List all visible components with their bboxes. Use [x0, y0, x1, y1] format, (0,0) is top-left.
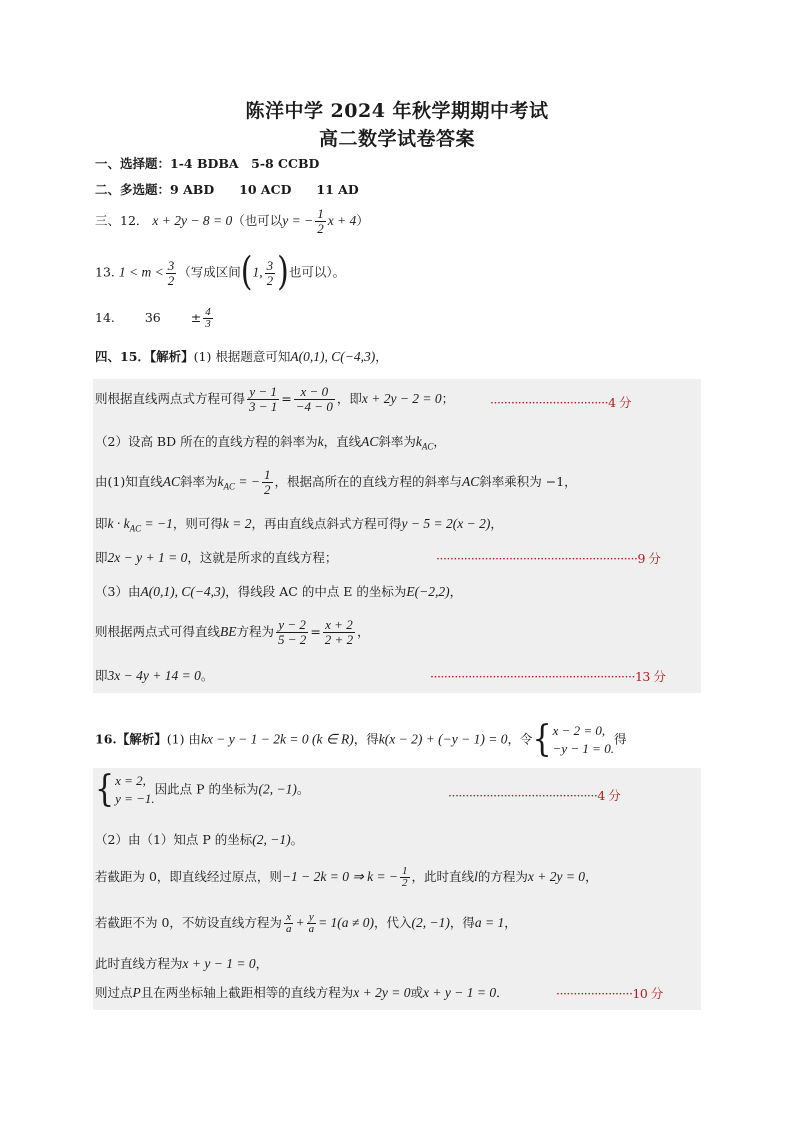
q12-alt-close: ）	[356, 213, 369, 228]
q16-l6-math: x + y − 1 = 0	[182, 956, 256, 971]
q15-l7-frac2-den: 2 + 2	[324, 632, 354, 647]
q15-l4-pre: 即	[95, 516, 108, 531]
q15-l3-pre: 由(1)知直线	[95, 474, 163, 489]
q16-l4-end: ，	[585, 869, 598, 884]
q13-interval-num: 3	[266, 257, 274, 273]
q16-l5-frac2-num: y	[308, 911, 314, 923]
q16-l5-frac1-num: x	[286, 911, 292, 923]
q16-l4-pre: 若截距为 0，即直线经过原点，则	[95, 869, 282, 884]
q16-l5-plus: +	[295, 915, 305, 930]
q15-l2-text: （2）设高 BD 所在的直线方程的斜率为	[95, 434, 318, 449]
q16-l1-math2: k(x − 2) + (−y − 1) = 0	[378, 731, 508, 747]
part1-label: 一、选择题：	[95, 156, 171, 171]
page-title-line1: 陈洋中学 2024 年秋学期期中考试	[245, 100, 549, 122]
q15-l7-eq: =	[310, 624, 321, 639]
q16-line1	[95, 718, 627, 761]
q16-l1-mid: ，得	[353, 731, 379, 747]
q14-frac-den: 3	[205, 318, 211, 330]
q16-l7-score-leader	[556, 984, 663, 1002]
q15-l8-math: 3x − 4y + 14 = 0	[107, 668, 201, 683]
q15-l7-frac2	[323, 618, 355, 647]
q14-pm: ±	[190, 310, 202, 325]
q15-l6-math: A(0,1), C(−4,3)	[140, 584, 226, 599]
q15-l8-score-leader	[430, 667, 665, 685]
q15-l4-end: ，	[490, 516, 503, 531]
q16-l2-score-leader	[448, 786, 620, 804]
q15-l7-mid: 方程为	[236, 624, 275, 639]
q15-line6	[95, 582, 462, 600]
q15-l1-score-leader	[490, 393, 631, 411]
q15-l1-pre: 则根据直线两点式方程可得	[95, 391, 246, 406]
q16-l5-mid: ，代入	[373, 915, 412, 930]
q16-label: 16.【解析】	[95, 731, 167, 747]
q16-sys2	[115, 772, 155, 808]
q15-l3-frac	[262, 468, 273, 497]
q15-l1-end: ；	[441, 391, 455, 406]
q15-l7-be: BE	[220, 624, 237, 639]
q15-line3	[95, 468, 577, 497]
q15-l1-frac1	[247, 385, 279, 414]
q15-intro-math: A(0,1), C(−4,3)	[290, 349, 376, 364]
q16-l1-end: 得	[613, 731, 627, 747]
q16-l5-pre: 若截距不为 0，不妨设直线方程为	[95, 915, 282, 930]
q14-frac-num: 4	[205, 306, 211, 318]
q16-l1-mid2: ，令	[507, 731, 533, 747]
q15-l1-frac1-den: 3 − 1	[249, 399, 278, 414]
q15-l5-score: 9 分	[637, 551, 661, 566]
q15-l8-dots: ···························································	[430, 669, 635, 684]
q15-l1-frac2-den: −4 − 0	[295, 399, 333, 414]
q16-l7-dots: ······················	[556, 986, 633, 1001]
q16-l5-math2: a = 1	[474, 915, 505, 930]
q15-l4-k: k = 2	[222, 516, 252, 531]
q15-l6-math2: E(−2,2)	[406, 584, 450, 599]
q16-l4-mid2: 的方程为	[477, 869, 528, 884]
q15-l1-dots: ··································	[490, 395, 609, 410]
q16-line4	[95, 866, 598, 889]
q15-l4-post: ，再由直线点斜式方程可得	[251, 516, 402, 531]
q16-sys1	[553, 722, 614, 758]
q13-line	[95, 249, 346, 296]
q15-l8-score: 13 分	[634, 669, 666, 684]
q15-line1	[95, 385, 454, 414]
q16-l2-score: 4 分	[597, 788, 621, 803]
q15-l6-mid: ，得线段 AC 的中点 E 的坐标为	[225, 584, 407, 599]
q16-l5-eq: = 1(a ≠ 0)	[318, 915, 374, 930]
q13-note-post: 也可以）。	[288, 264, 346, 280]
q15-l7-pre: 则根据两点式可得直线	[95, 624, 221, 639]
q16-l3-end: 。	[290, 832, 304, 847]
q15-l2-kac: k	[415, 434, 422, 449]
part2-label: 二、多选题：	[95, 182, 171, 197]
q16-l4-math2: x + 2y = 0	[527, 869, 586, 884]
q16-l3-math: (2, −1)	[252, 832, 291, 847]
q13-left-paren: (	[240, 249, 253, 296]
q15-l7-frac1-num: y − 2	[278, 617, 306, 632]
q15-l7-end: ，	[357, 624, 370, 639]
q16-l2-math: (2, −1)	[258, 781, 297, 797]
q15-l7-frac2-num: x + 2	[325, 617, 353, 632]
q12-line	[95, 207, 369, 236]
q16-l6-end: ，	[255, 956, 269, 971]
q13-interval-den: 2	[266, 272, 274, 288]
q15-l2-ac: AC	[361, 434, 379, 449]
q15-l5-post: ，这就是所求的直线方程；	[187, 550, 338, 565]
q15-l1-score: 4 分	[608, 395, 632, 410]
q12-alt-post: x + 4	[327, 213, 357, 228]
q15-l2-mid2: 斜率为	[378, 434, 416, 449]
q15-l3-den: 2	[264, 482, 271, 497]
q13-interval-fraction	[265, 259, 276, 288]
q15-l3-eq: = −	[235, 474, 260, 489]
q16-l2-end: 。	[296, 781, 310, 797]
q13-interval-left: 1,	[252, 264, 263, 280]
q12-alt-y: y = −	[282, 213, 314, 228]
q14-line	[95, 307, 215, 330]
q14-fraction	[203, 307, 213, 330]
q15-l3-ac2: AC	[462, 474, 480, 489]
part2-line	[95, 180, 359, 198]
q13-fraction	[166, 259, 177, 288]
q15-l2-mid: ，直线	[323, 434, 362, 449]
q16-l7-mid: 且在两坐标轴上截距相等的直线方程为	[140, 985, 354, 1000]
q12-frac-num: 1	[317, 206, 324, 221]
q15-intro-end: ，	[375, 349, 388, 364]
q13-frac-den: 2	[167, 272, 175, 288]
q15-l1-mid: ，即	[336, 391, 362, 406]
q16-sys2-brace: {	[95, 768, 115, 811]
q16-l7-math: x + 2y = 0	[353, 985, 411, 1000]
q16-l4-l: l	[474, 869, 478, 884]
q12-fraction	[315, 207, 326, 236]
part1-answers: 1-4 BDBA 5-8 CCBD	[170, 156, 320, 171]
q15-line7	[95, 618, 370, 647]
part2-answers: 9 ABD 10 ACD 11 AD	[170, 182, 359, 197]
q12-equation: x + 2y − 8 = 0	[152, 213, 233, 228]
q15-line4	[95, 514, 503, 534]
q15-l4-eq: = −1	[141, 516, 173, 531]
q15-line8	[95, 666, 213, 684]
q16-sys2-b: y = −1.	[115, 791, 155, 806]
q15-l6-pre: （3）由	[95, 584, 141, 599]
q16-line6	[95, 954, 268, 972]
q15-l5-dots: ··························································	[436, 551, 638, 566]
q15-l2-sub: AC	[421, 441, 434, 452]
q12-frac-den: 2	[317, 221, 324, 236]
q16-line5	[95, 912, 517, 935]
q15-l5-math: 2x − y + 1 = 0	[107, 550, 188, 565]
q15-l8-pre: 即	[95, 668, 108, 683]
q13-note-pre: （写成区间	[178, 264, 241, 280]
q16-l1-math: kx − y − 1 − 2k = 0 (k ∈ R)	[200, 731, 354, 747]
q15-l2-k: k	[317, 434, 324, 449]
q16-sys1-brace: {	[532, 718, 552, 761]
q15-l4-mid: ，则可得	[172, 516, 223, 531]
q13-label: 13.	[95, 264, 115, 280]
q15-l3-num: 1	[264, 467, 271, 482]
q15-l4-math2: y − 5 = 2(x − 2)	[401, 516, 491, 531]
q15-l5-pre: 即	[95, 550, 108, 565]
q16-l4-math: −1 − 2k = 0 ⇒ k = −	[281, 869, 399, 884]
q16-line7	[95, 983, 509, 1001]
q15-l3-post: ，根据高所在的直线方程的斜率与	[274, 474, 463, 489]
q15-l7-frac1	[276, 618, 308, 647]
q15-l1-eq: =	[281, 391, 292, 406]
q16-l6-pre: 此时直线方程为	[95, 956, 183, 971]
q15-l7-frac1-den: 5 − 2	[278, 632, 307, 647]
q13-right-paren: )	[277, 249, 289, 296]
q14-label: 14.	[95, 310, 115, 325]
q16-l3-text: （2）由（1）知点 P 的坐标	[95, 832, 253, 847]
q13-inequality: 1 < m <	[118, 264, 164, 280]
q15-l3-sub: AC	[223, 481, 236, 492]
q13-frac-num: 3	[167, 257, 175, 273]
q16-l5-math: (2, −1)	[411, 915, 450, 930]
q15-l3-end: 斜率乘积为 −1，	[479, 474, 577, 489]
q14-answer1: 36	[144, 310, 161, 325]
q16-sys2-a: x = 2,	[115, 773, 146, 788]
q15-l4-sub: AC	[129, 523, 142, 534]
q16-l7-or: 或	[410, 985, 424, 1000]
q16-l5-frac1	[284, 912, 294, 935]
q15-l6-end: ，	[449, 584, 463, 599]
q15-l1-frac2	[294, 385, 335, 414]
q12-label: 三、12．	[95, 213, 149, 228]
q16-l4-den: 2	[402, 877, 408, 889]
q16-l1-pre: (1) 由	[166, 731, 201, 747]
q16-l4-mid: ，此时直线	[411, 869, 475, 884]
q15-l4-math: k · k	[107, 516, 130, 531]
q16-l5-frac1-den: a	[285, 923, 292, 935]
q15-intro-text: (1) 根据题意可知	[193, 349, 291, 364]
q15-l8-end: 。	[200, 668, 214, 683]
page-title-line2: 高二数学试卷答案	[318, 128, 475, 150]
q16-l7-p: P	[132, 985, 141, 1000]
q15-label: 四、15．【解析】	[95, 349, 194, 364]
q12-alt-pre: （也可以	[232, 213, 283, 228]
q16-l7-score: 10 分	[632, 986, 663, 1001]
q16-line3	[95, 830, 303, 848]
q16-sys1-b: −y − 1 = 0.	[552, 741, 614, 756]
q15-l2-end: ，	[433, 434, 446, 449]
q15-l1-frac1-num: y − 1	[249, 384, 277, 399]
q16-sys1-a: x − 2 = 0,	[552, 723, 606, 738]
q15-line2	[95, 432, 446, 452]
q15-l3-ac: AC	[162, 474, 180, 489]
q15-l1-math: x + 2y − 2 = 0	[361, 391, 442, 406]
q16-l5-frac2-den: a	[308, 923, 315, 935]
q16-l5-mid2: ，得	[449, 915, 475, 930]
q15-l1-frac2-num: x − 0	[300, 384, 329, 399]
q15-l3-mid: 斜率为	[179, 474, 218, 489]
q16-l2-text: 因此点 P 的坐标为	[154, 781, 259, 797]
q16-l7-pre: 则过点	[95, 985, 133, 1000]
q16-l2-dots: ···········································	[448, 788, 598, 803]
q16-l5-frac2	[307, 912, 317, 935]
q15-line5	[95, 548, 337, 566]
q16-l7-end: ．	[496, 985, 509, 1000]
part1-line	[95, 154, 319, 172]
q16-l7-math2: x + y − 1 = 0	[423, 985, 497, 1000]
q16-l4-num: 1	[402, 865, 408, 877]
q16-l5-end: ，	[504, 915, 517, 930]
q15-intro-line	[95, 347, 388, 365]
q15-l5-score-leader	[436, 549, 660, 567]
q16-l4-frac	[400, 866, 410, 889]
q16-line2	[95, 768, 310, 811]
q15-l3-k: k	[217, 474, 224, 489]
